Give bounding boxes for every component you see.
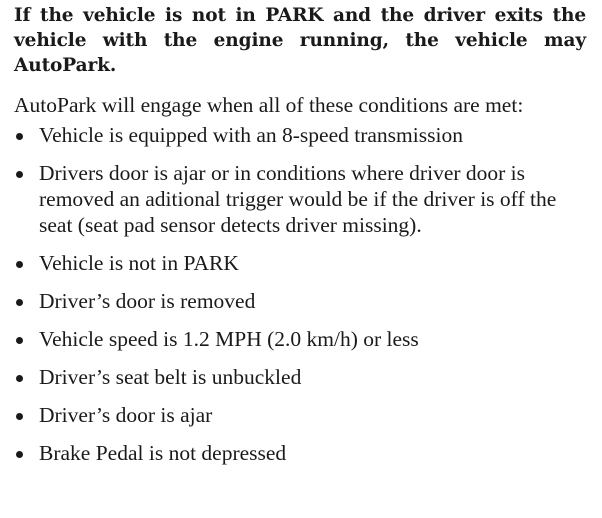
list-item-text: Vehicle speed is 1.2 MPH (2.0 km/h) or less [39, 327, 419, 351]
list-item-text: Driver’s door is removed [39, 289, 256, 313]
list-item [14, 326, 586, 352]
list-item [14, 288, 586, 314]
list-item [14, 402, 586, 428]
bullet-icon [16, 375, 23, 382]
intro-text: AutoPark will engage when all of these conditions are met: [14, 93, 524, 117]
list-item [14, 440, 586, 466]
list-item-text: Drivers door is ajar or in conditions where driver door is removed an aditional trigger would be if the driver is off the seat (seat pad sensor detects driver missing). [39, 161, 557, 237]
list-item [14, 160, 586, 238]
list-item-text: Driver’s door is ajar [39, 403, 213, 427]
list-item [14, 250, 586, 276]
bullet-icon [16, 133, 23, 140]
bullet-icon [16, 413, 23, 420]
warning-text: If the vehicle is not in PARK and the driver exits the vehicle with the engine running, the vehicle may AutoPark. [14, 5, 586, 76]
bullet-icon [16, 171, 23, 178]
list-item-text: Vehicle is equipped with an 8-speed transmission [39, 123, 463, 147]
list-item [14, 122, 586, 148]
bullet-icon [16, 451, 23, 458]
list-item-text: Brake Pedal is not depressed [39, 441, 287, 465]
bullet-icon [16, 337, 23, 344]
conditions-list [14, 122, 586, 466]
bullet-icon [16, 261, 23, 268]
list-item [14, 364, 586, 390]
list-item-text: Vehicle is not in PARK [39, 251, 239, 275]
list-item-text: Driver’s seat belt is unbuckled [39, 365, 302, 389]
bullet-icon [16, 299, 23, 306]
manual-page [14, 0, 586, 478]
